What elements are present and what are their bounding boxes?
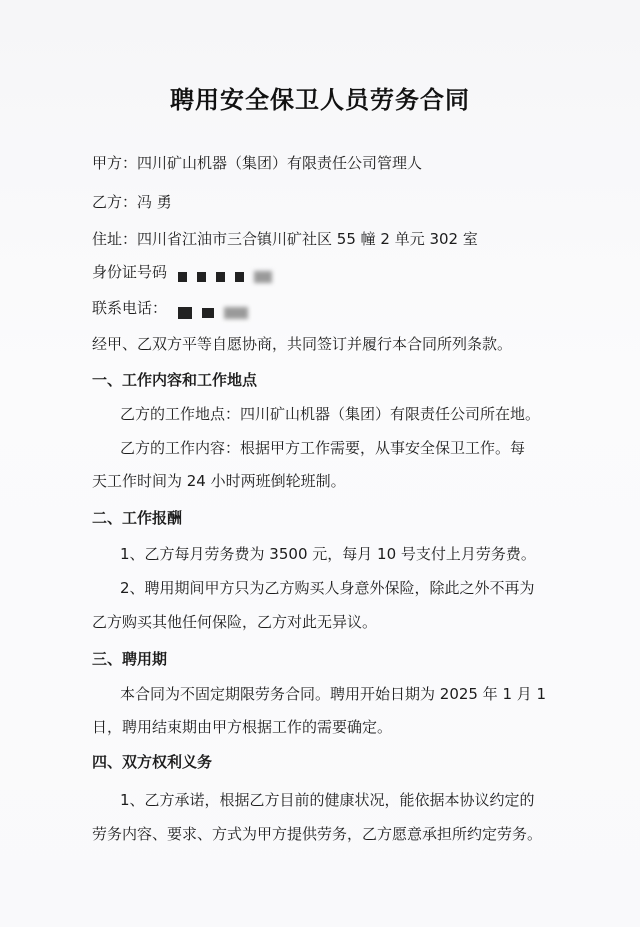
- section-2-line-3: 乙方购买其他任何保险，乙方对此无异议。: [92, 613, 378, 631]
- address-line: 住址：四川省江油市三合镇川矿社区 55 幢 2 单元 302 室: [92, 230, 478, 248]
- section-4-line-1: 1、乙方承诺，根据乙方目前的健康状况，能依据本协议约定的: [120, 791, 535, 809]
- party-b-line: 乙方：冯 勇: [92, 193, 172, 211]
- section-2-line-2: 2、聘用期间甲方只为乙方购买人身意外保险，除此之外不再为: [120, 579, 535, 597]
- section-1-line-3: 天工作时间为 24 小时两班倒轮班制。: [92, 472, 346, 490]
- party-a-line: 甲方：四川矿山机器（集团）有限责任公司管理人: [92, 154, 423, 172]
- intro-line: 经甲、乙双方平等自愿协商，共同签订并履行本合同所列条款。: [92, 335, 513, 353]
- id-redaction: [178, 267, 280, 279]
- section-3-heading: 三、聘用期: [92, 650, 168, 668]
- id-line: [92, 262, 280, 282]
- section-1-line-1: 乙方的工作地点：四川矿山机器（集团）有限责任公司所在地。: [120, 405, 541, 423]
- document-title: 聘用安全保卫人员劳务合同: [170, 86, 470, 114]
- phone-redaction: [178, 303, 256, 315]
- section-2-line-1: 1、乙方每月劳务费为 3500 元，每月 10 号支付上月劳务费。: [120, 545, 536, 563]
- section-2-heading: 二、工作报酬: [92, 509, 183, 527]
- phone-line: [92, 298, 256, 318]
- section-3-line-2: 日，聘用结束期由甲方根据工作的需要确定。: [92, 718, 393, 736]
- phone-label: 联系电话：: [92, 299, 168, 317]
- section-1-heading: 一、工作内容和工作地点: [92, 371, 258, 389]
- section-1-line-2: 乙方的工作内容：根据甲方工作需要，从事安全保卫工作。每: [120, 439, 526, 457]
- section-3-line-1: 本合同为不固定期限劳务合同。聘用开始日期为 2025 年 1 月 1: [120, 685, 547, 703]
- section-4-heading: 四、双方权利义务: [92, 753, 213, 771]
- section-4-line-2: 劳务内容、要求、方式为甲方提供劳务，乙方愿意承担所约定劳务。: [92, 825, 543, 843]
- id-label: 身份证号码: [92, 263, 168, 281]
